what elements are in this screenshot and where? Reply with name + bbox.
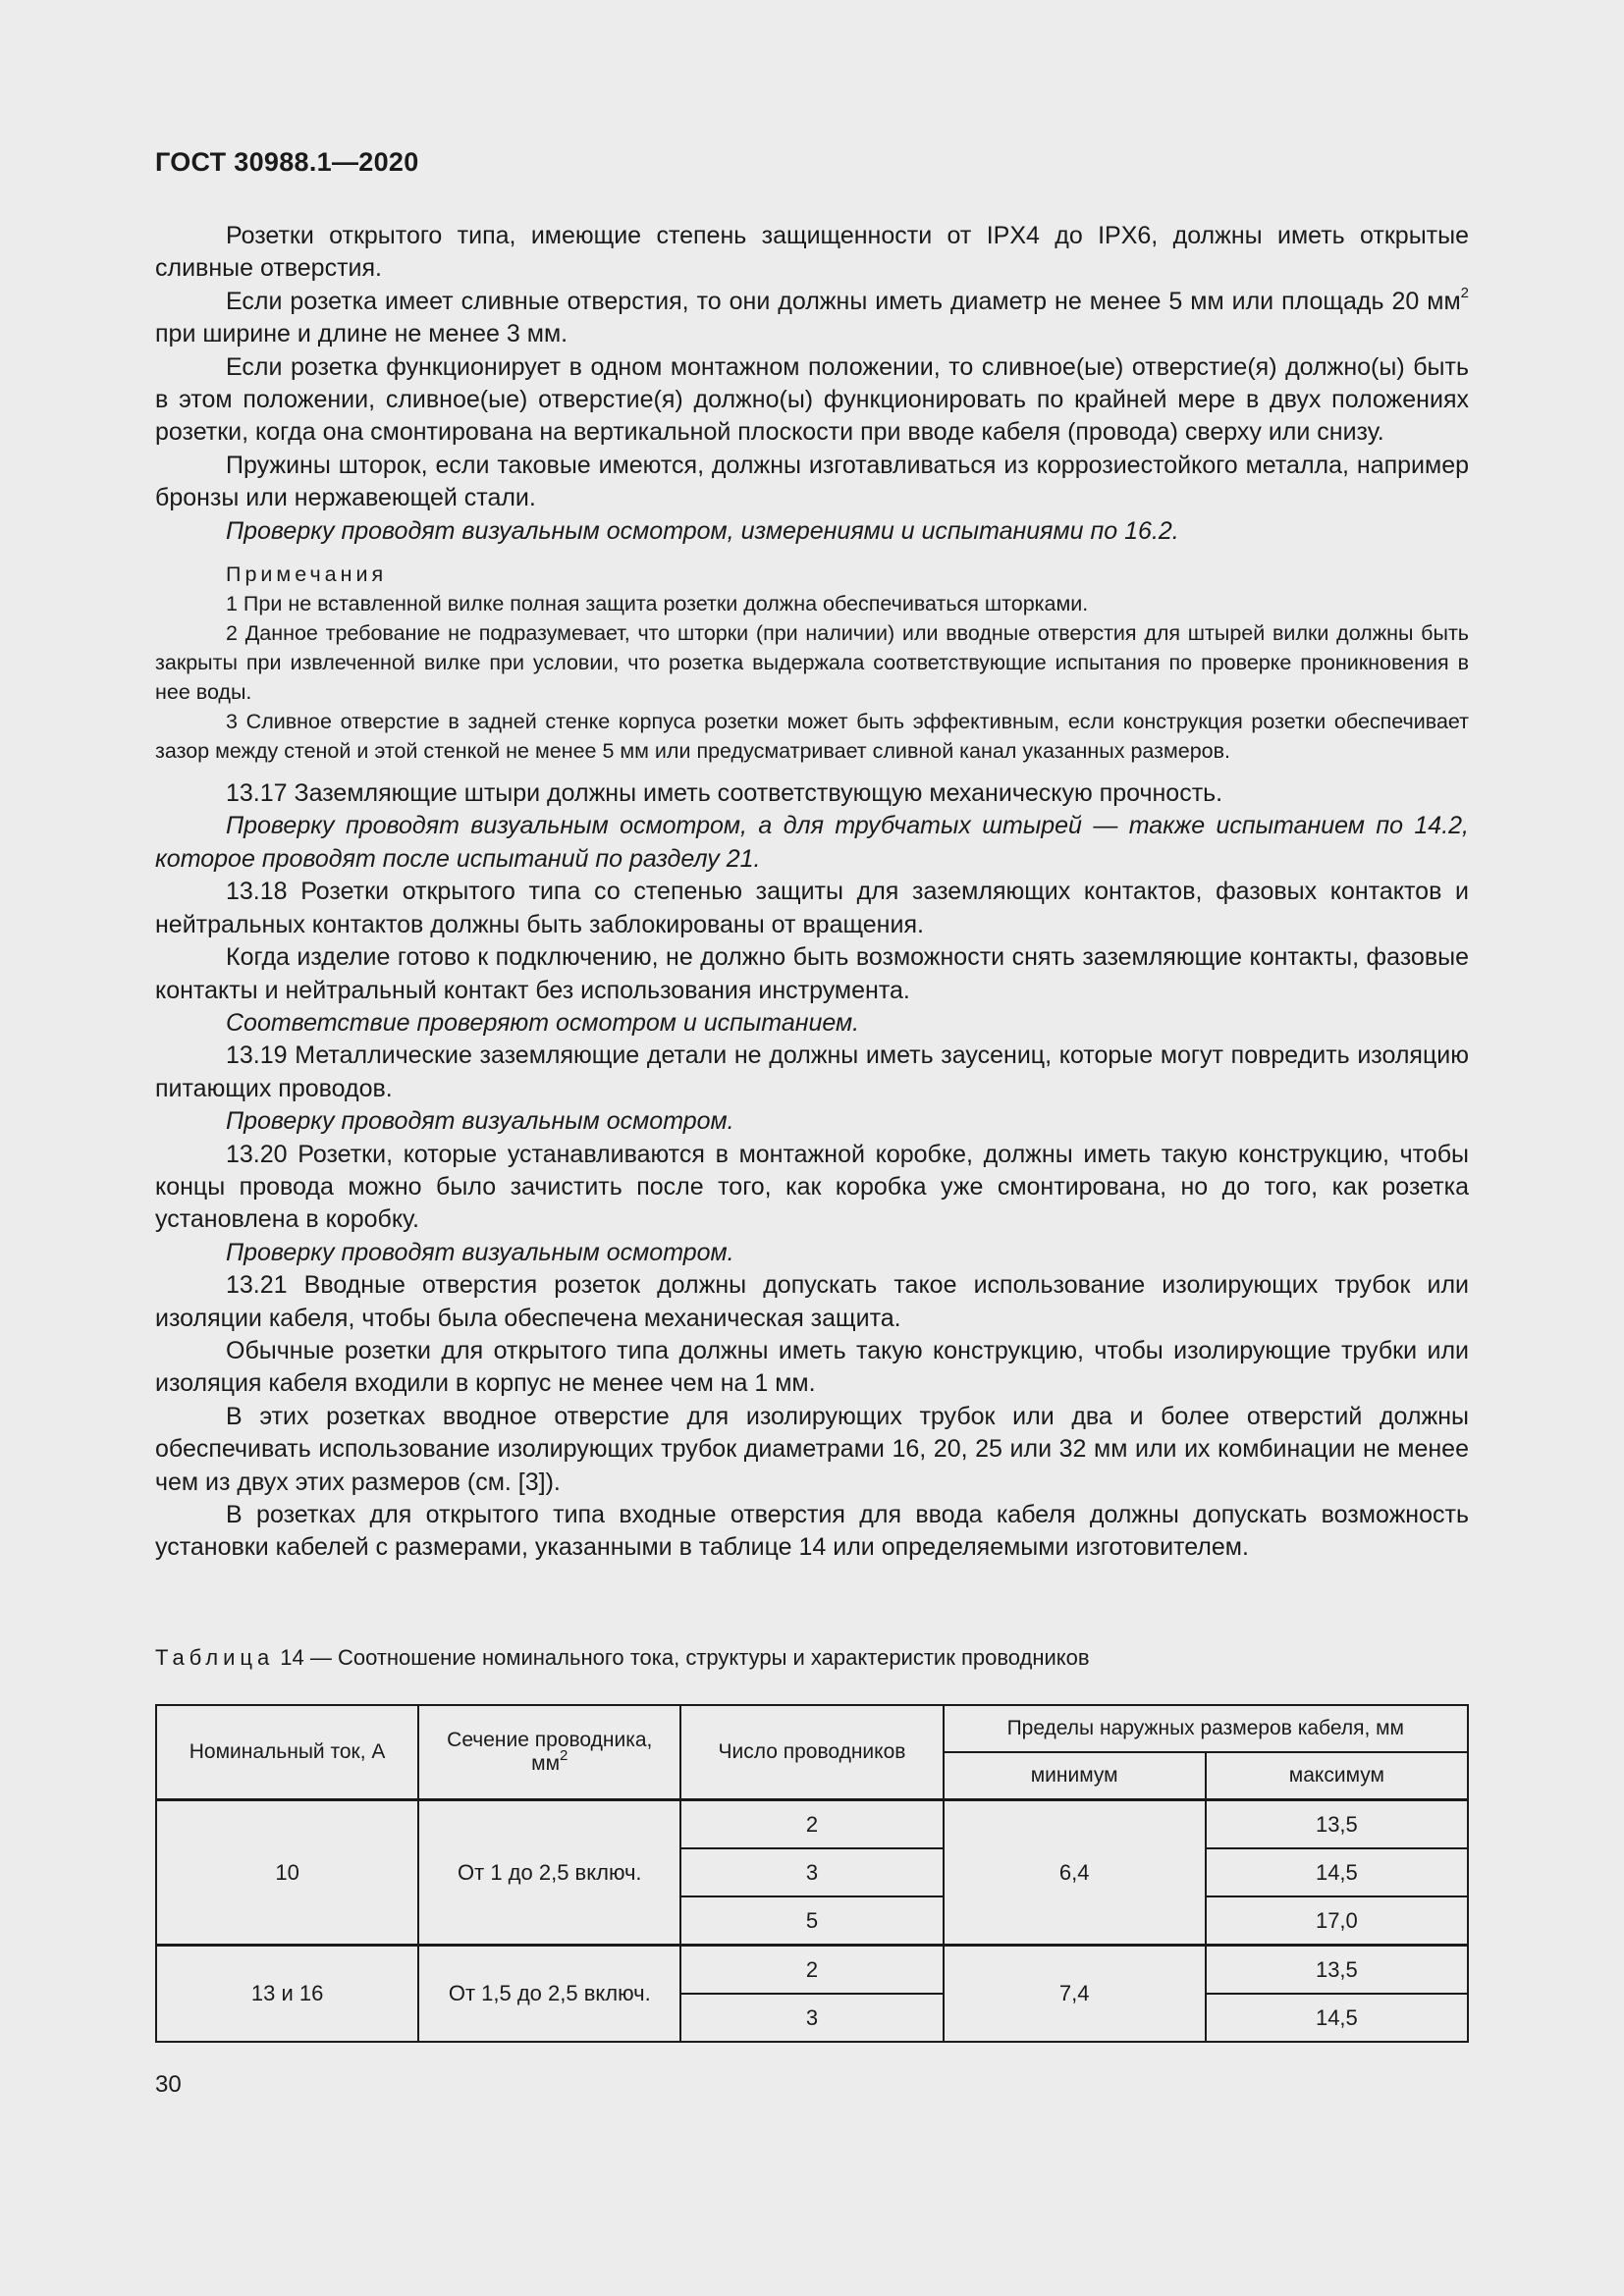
- paragraph: Если розетка имеет сливные отверстия, то они должны иметь диаметр не менее 5 мм или площадь 20 $мм^2$ при ширине и длине не менее 3 мм.: [155, 285, 1469, 348]
- cell-max: 14,5: [1206, 1994, 1468, 2042]
- paragraph: Если розетка функционирует в одном монтажном положении, то сливное(ые) отверстие(я) должно(ы) быть в этом положении, сливное(ые) отверстие(я) должно(ы) функционировать по крайней мере в двух положениях розетки, когда она смонтирована на вертикальной плоскости при вводе кабеля (провода) сверху или снизу.: [155, 352, 1469, 447]
- paragraph: 13.19 Металлические заземляющие детали не должны иметь заусениц, которые могут повредить изоляцию питающих проводов.: [155, 1041, 1469, 1102]
- paragraph: Когда изделие готово к подключению, не должно быть возможности снять заземляющие контакты, фазовые контакты и нейтральный контакт без использования инструмента.: [155, 943, 1469, 1004]
- paragraph: Пружины шторок, если таковые имеются, должны изготавливаться из коррозиестойкого металла, например бронзы или нержавеющей стали.: [155, 451, 1469, 512]
- cell-count: 3: [680, 1848, 943, 1896]
- paragraph-italic: Проверку проводят визуальным осмотром, а для трубчатых штырей — также испытанием по 14.2, которое проводят после испытаний по разделу 21.: [155, 812, 1469, 873]
- cell-current: 13 и 16: [156, 1946, 418, 2043]
- note-item: 1 При не вставленной вилке полная защита розетки должна обеспечиваться шторками.: [226, 592, 1089, 616]
- note-item: 3 Сливное отверстие в задней стенке корпуса розетки может быть эффективным, если конструкция розетки обеспечивает зазор между стеной и этой стенкой не менее 5 мм или предусматривает сливной канал указанных размеров.: [155, 710, 1469, 764]
- cell-max: 14,5: [1206, 1848, 1468, 1896]
- notes-block: [155, 560, 1469, 766]
- cell-count: 3: [680, 1994, 943, 2042]
- cell-count: 5: [680, 1896, 943, 1946]
- header-current: Номинальный ток, А: [156, 1705, 418, 1800]
- cell-count: 2: [680, 1800, 943, 1849]
- paragraph: 13.20 Розетки, которые устанавливаются в монтажной коробке, должны иметь такую конструкцию, чтобы концы провода можно было зачистить после того, как коробка уже смонтирована, но до того, как розетка установлена в коробку.: [155, 1140, 1469, 1234]
- paragraph: 13.21 Вводные отверстия розеток должны допускать такое использование изолирующих трубок или изоляции кабеля, чтобы была обеспечена механическая защита.: [155, 1271, 1469, 1332]
- body-text: [155, 220, 1469, 1565]
- table-row: [156, 1800, 1468, 1849]
- cell-min: 6,4: [944, 1800, 1206, 1946]
- paragraph: В этих розетках вводное отверстие для изолирующих трубок или два и более отверстий должны обеспечивать использование изолирующих трубок диаметрами 16, 20, 25 или 32 мм или их комбинации не менее чем из двух этих размеров (см. [3]).: [155, 1402, 1469, 1496]
- cell-max: 13,5: [1206, 1946, 1468, 1995]
- page-number: 30: [155, 2071, 182, 2098]
- header-section: Сечение проводника, $мм^2$: [418, 1705, 680, 1800]
- cable-table: [155, 1704, 1469, 2043]
- document-header: ГОСТ 30988.1—2020: [155, 147, 419, 177]
- paragraph: Розетки открытого типа, имеющие степень защищенности от IPX4 до IPX6, должны иметь открытые сливные отверстия.: [155, 222, 1469, 283]
- paragraph: 13.17 Заземляющие штыри должны иметь соответствующую механическую прочность.: [226, 779, 1223, 808]
- paragraph: 13.18 Розетки открытого типа со степенью защиты для заземляющих контактов, фазовых контактов и нейтральных контактов должны быть заблокированы от вращения.: [155, 878, 1469, 938]
- cell-max: 17,0: [1206, 1896, 1468, 1946]
- cell-count: 2: [680, 1946, 943, 1995]
- paragraph-italic: Соответствие проверяют осмотром и испытанием.: [226, 1008, 860, 1037]
- cell-max: 13,5: [1206, 1800, 1468, 1849]
- cell-current: 10: [156, 1800, 418, 1946]
- notes-heading: Примечания: [226, 562, 388, 587]
- header-limits: Пределы наружных размеров кабеля, мм: [944, 1705, 1468, 1752]
- cell-min: 7,4: [944, 1946, 1206, 2043]
- paragraph: В розетках для открытого типа входные отверстия для ввода кабеля должны допускать возможность установки кабелей с размерами, указанными в таблице 14 или определяемыми изготовителем.: [155, 1501, 1469, 1562]
- header-min: минимум: [944, 1752, 1206, 1800]
- table-caption: [155, 1645, 1090, 1671]
- header-max: максимум: [1206, 1752, 1468, 1800]
- paragraph-italic: Проверку проводят визуальным осмотром.: [226, 1107, 734, 1136]
- table-caption-label: Таблица: [155, 1645, 275, 1670]
- header-count: Число проводников: [680, 1705, 943, 1800]
- paragraph-italic: Проверку проводят визуальным осмотром.: [226, 1238, 734, 1266]
- cell-section: От 1 до 2,5 включ.: [418, 1800, 680, 1946]
- paragraph-italic: Проверку проводят визуальным осмотром, измерениями и испытаниями по 16.2.: [226, 516, 1179, 545]
- note-item: 2 Данное требование не подразумевает, что шторки (при наличии) или вводные отверстия для штырей вилки должны быть закрыты при извлеченной вилке при условии, что розетка выдержала соответствующие испытания по проверке проникновения в нее воды.: [155, 621, 1469, 705]
- table-row: [156, 1946, 1468, 1995]
- cell-section: От 1,5 до 2,5 включ.: [418, 1946, 680, 2043]
- paragraph: Обычные розетки для открытого типа должны иметь такую конструкцию, чтобы изолирующие трубки или изоляция кабеля входили в корпус не менее чем на 1 мм.: [155, 1336, 1469, 1398]
- table-caption-text: 14 — Соотношение номинального тока, структуры и характеристик проводников: [280, 1645, 1090, 1670]
